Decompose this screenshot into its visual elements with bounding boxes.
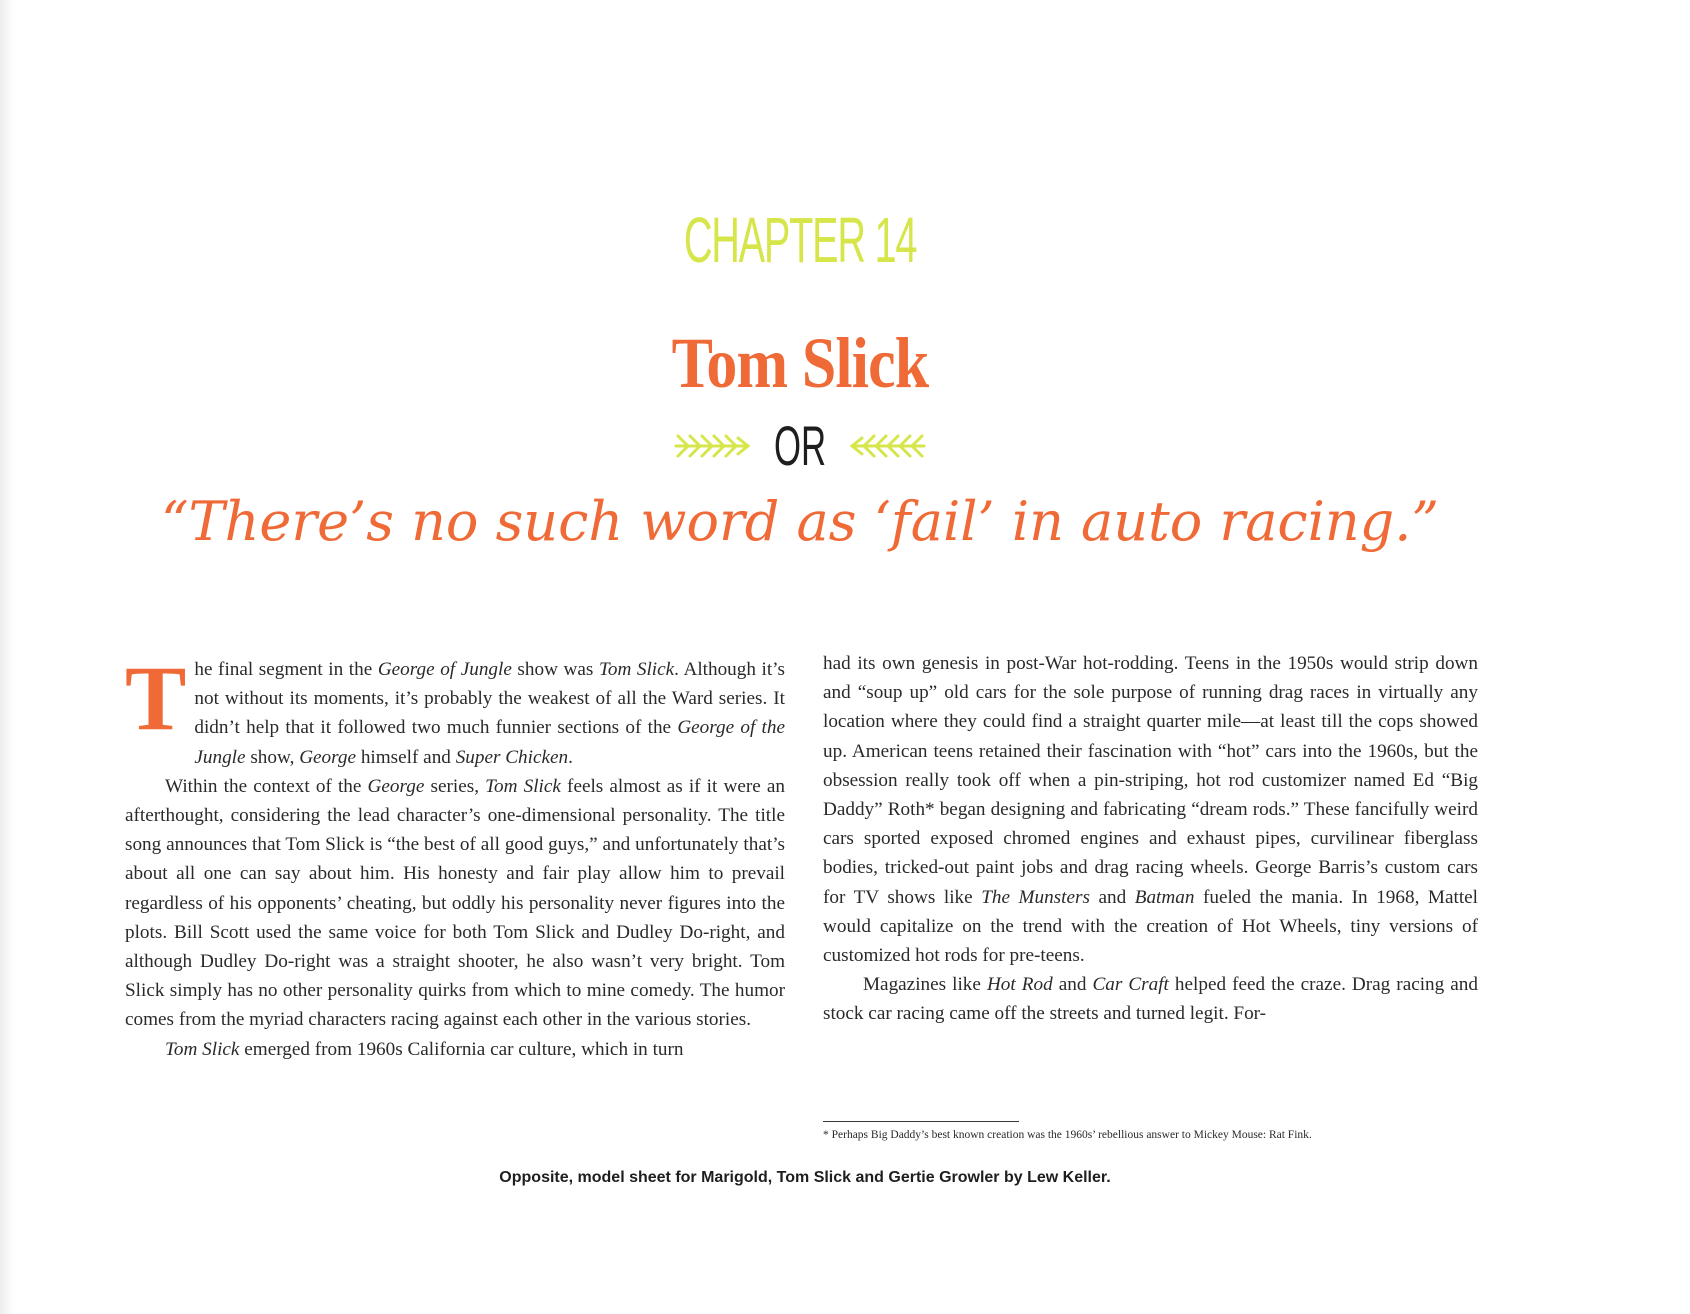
italic-title: George of the Jungle	[194, 717, 786, 768]
text-run: helped feed the craze. Drag racing and stock car racing came off the streets and turned legit. For-	[823, 974, 1478, 1025]
arrow-right-icon	[672, 429, 752, 463]
italic-title: Tom Slick	[165, 1038, 240, 1060]
chapter-title: Tom Slick	[671, 323, 929, 403]
text-run: feels almost as if it were an afterthought, considering the lead character’s one-dimensional personality. The title song announces that Tom Slick is “the best of all good guys,” and unfortunately that’s about all one can say about him. His honesty and fair play allow him to prevail regardless of his opponents’ cheating, but oddly his personality never figures into the plots. Bill Scott used the same voice for both Tom Slick and Dudley Do-right, and although Dudley Do-right was a straight shooter, he also wasn’t very bright. Tom Slick simply has no other personality quirks from which to mine comedy. The humor comes from the myriad characters racing against each other in the various stories.	[125, 775, 785, 1031]
italic-title: Super Chicken	[455, 746, 569, 768]
paragraph	[823, 649, 1478, 970]
text-run: show,	[245, 746, 300, 768]
text-run: Within the context of the	[165, 775, 368, 797]
italic-title: Batman	[1134, 886, 1195, 908]
page-edge	[0, 0, 14, 1314]
left-column	[125, 647, 786, 1064]
footnote: * Perhaps Big Daddy’s best known creation was the 1960s’ rebellious answer to Mickey Mouse: Rat Fink.	[823, 1129, 1312, 1141]
paragraph	[823, 970, 1478, 1028]
text-run: himself and	[356, 746, 456, 768]
paragraph	[125, 1035, 785, 1064]
italic-title: Car Craft	[1092, 974, 1169, 996]
italic-title: Tom Slick	[598, 659, 675, 680]
italic-title: Hot Rod	[986, 974, 1053, 996]
right-column	[823, 649, 1478, 1029]
dropcap: T	[125, 647, 187, 749]
text-run: .	[568, 746, 573, 768]
paragraph	[125, 772, 785, 1035]
italic-title: George	[367, 775, 425, 797]
italic-title: Tom Slick	[485, 775, 561, 797]
text-run: Magazines like	[863, 974, 987, 996]
italic-title: The Munsters	[981, 886, 1090, 908]
chapter-subtitle: “There’s no such word as ‘fail’ in auto racing.”	[160, 490, 1440, 553]
text-run: series,	[424, 775, 486, 797]
text-run: fueled the mania. In 1968, Mattel would capitalize on the trend with the creation of Hot Wheels, tiny versions of customized hot rods for pre-teens.	[823, 886, 1478, 967]
figure-caption: Opposite, model sheet for Marigold, Tom Slick and Gertie Growler by Lew Keller.	[499, 1169, 1111, 1186]
footnote-rule	[823, 1121, 1019, 1122]
italic-title: George	[299, 746, 357, 768]
text-run: and	[1089, 886, 1135, 908]
text-run: . Although it’s not without its moments, it’s probably the weakest of all the Ward series. It didn’t help that it followed two much funnier sections of the	[194, 659, 785, 739]
or-separator-row	[0, 414, 1600, 478]
text-run: and	[1052, 974, 1093, 996]
or-text: OR	[773, 414, 827, 477]
text-run: he final segment in the	[194, 659, 378, 680]
italic-title: George of Jungle	[377, 659, 512, 680]
text-run: had its own genesis in post-War hot-rodding. Teens in the 1950s would strip down and “soup up” old cars for the sole purpose of running drag races in virtually any location where they could find a straight quarter mile—at least till the cops showed up. American teens retained their fascination with “hot” cars into the 1960s, but the obsession really took off when a pin-striping, hot rod customizer named Ed “Big Daddy” Roth* began designing and fabricating “dream rods.” These fancifully weird cars sported exposed chromed engines and exhaust pipes, curvilinear fiberglass bodies, tricked-out paint jobs and drag racing wheels. George Barris’s custom cars for TV shows like	[823, 653, 1478, 908]
text-run: show was	[511, 659, 599, 680]
arrow-left-icon	[848, 429, 928, 463]
text-run: emerged from 1960s California car culture, which in turn	[239, 1038, 684, 1060]
chapter-label: CHAPTER 14	[683, 204, 917, 276]
paragraph	[125, 647, 786, 772]
